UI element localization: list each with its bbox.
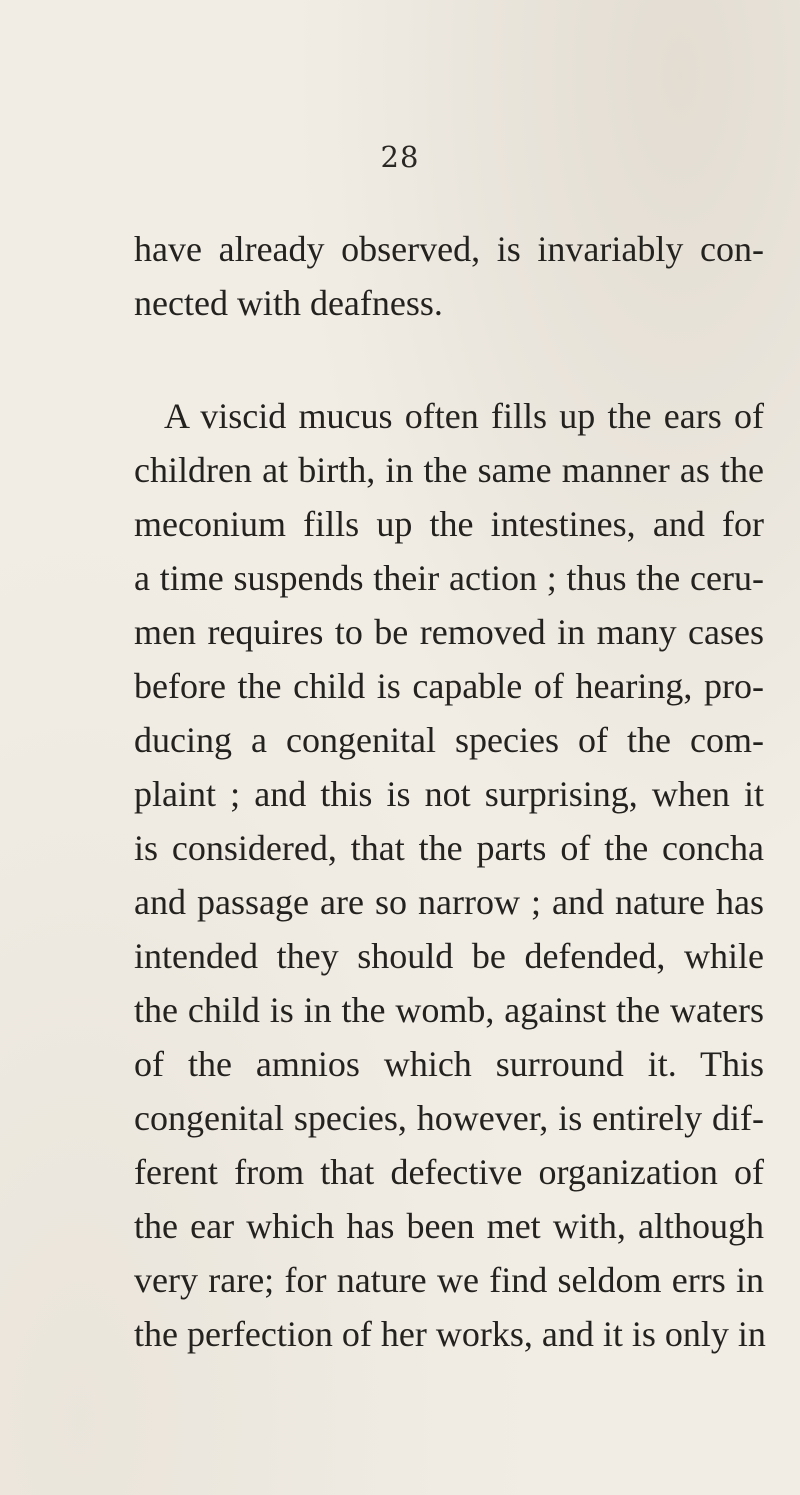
text-line: children at birth, in the same manner as the bbox=[134, 450, 764, 490]
paragraph-2 bbox=[134, 389, 764, 1361]
text-line: nected with deafness. bbox=[134, 283, 443, 323]
text-line: intended they should be defended, while bbox=[134, 936, 764, 976]
text-line: congenital species, however, is entirely dif- bbox=[134, 1098, 764, 1138]
text-line: the child is in the womb, against the waters bbox=[134, 990, 764, 1030]
text-line: plaint ; and this is not surprising, when it bbox=[134, 774, 764, 814]
text-line: and passage are so narrow ; and nature has bbox=[134, 882, 764, 922]
body-text bbox=[134, 222, 764, 1361]
text-line: a time suspends their action ; thus the ceru- bbox=[134, 558, 764, 598]
page-number: 28 bbox=[380, 140, 420, 174]
text-line: meconium fills up the intestines, and for bbox=[134, 504, 764, 544]
paragraph-gap bbox=[134, 330, 764, 389]
text-line: ferent from that defective organization of bbox=[134, 1152, 764, 1192]
text-line: of the amnios which surround it. This bbox=[134, 1044, 764, 1084]
paragraph-1 bbox=[134, 222, 764, 330]
text-line: very rare; for nature we find seldom errs in bbox=[134, 1260, 764, 1300]
text-line: is considered, that the parts of the concha bbox=[134, 828, 764, 868]
text-line: the ear which has been met with, although bbox=[134, 1206, 764, 1246]
text-line: ducing a congenital species of the com- bbox=[134, 720, 764, 760]
text-line: men requires to be removed in many cases bbox=[134, 612, 764, 652]
text-line: A viscid mucus often fills up the ears of bbox=[164, 396, 764, 436]
text-line: the perfection of her works, and it is only in bbox=[134, 1314, 766, 1354]
text-line: before the child is capable of hearing, pro- bbox=[134, 666, 764, 706]
text-line: have already observed, is invariably con- bbox=[134, 229, 764, 269]
